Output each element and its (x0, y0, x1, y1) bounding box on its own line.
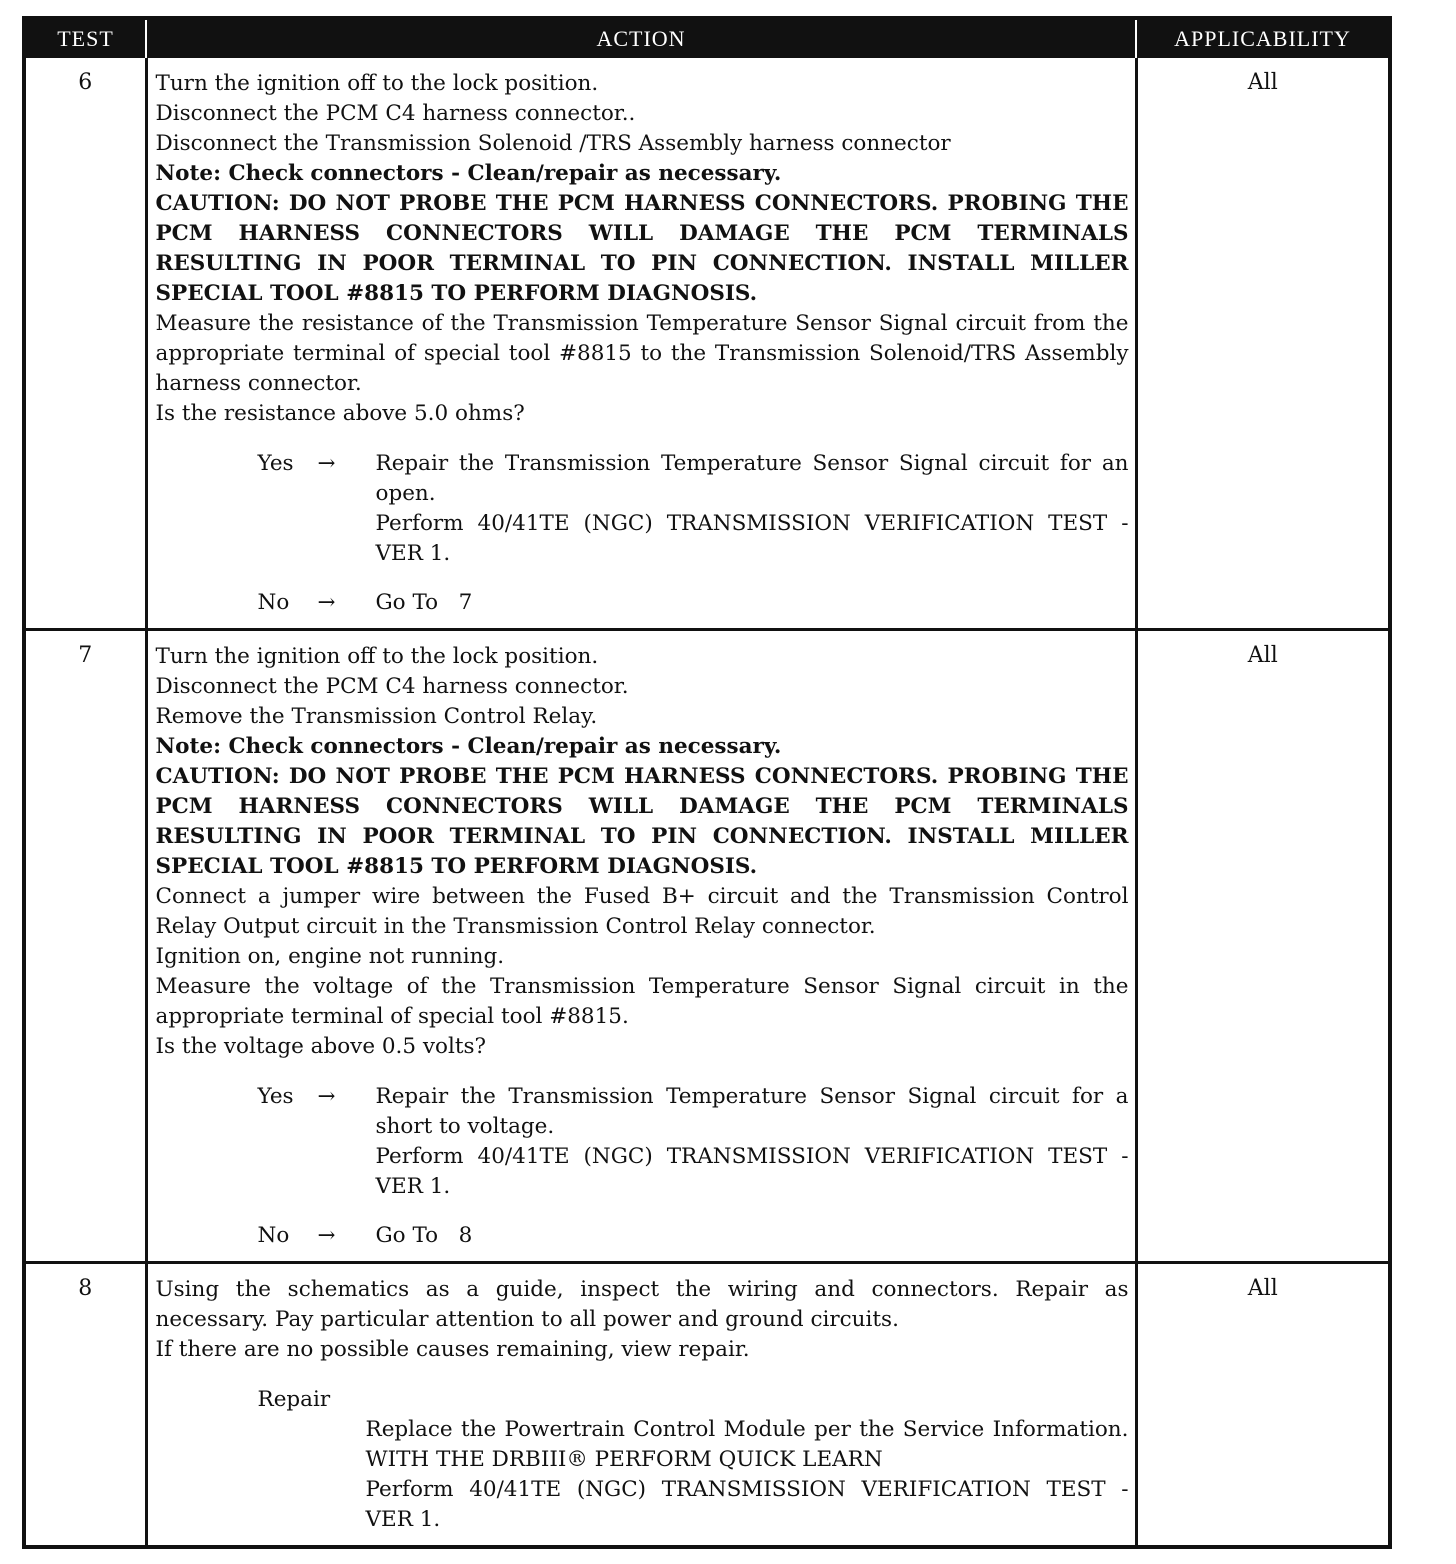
header-test: TEST (26, 20, 146, 58)
test-number: 7 (26, 630, 146, 1263)
header-action: ACTION (146, 20, 1136, 58)
diagnostic-table-page (22, 16, 1392, 1549)
verify-text: Perform 40/41TE (NGC) TRANSMISSION VERIFICATION TEST - VER 1. (365, 1477, 1129, 1532)
action-cell (146, 1263, 1136, 1546)
step-text: Remove the Transmission Control Relay. (155, 704, 598, 729)
yes-verify-text: Perform 40/41TE (NGC) TRANSMISSION VERIFICATION TEST - VER 1. (375, 511, 1129, 566)
outcomes (156, 1082, 1129, 1251)
outcome-yes (156, 449, 1129, 569)
step-text: Disconnect the PCM C4 harness connector.. (155, 101, 636, 126)
table-row (26, 58, 1388, 630)
step-text: Connect a jumper wire between the Fused B+ circuit and the Transmission Control Relay Output circuit in the Transmission Control Relay connector. (155, 884, 1129, 939)
table-row (26, 1263, 1388, 1546)
step-text: Turn the ignition off to the lock position. (155, 71, 599, 96)
repair-label: Repair (257, 1387, 331, 1412)
step-text: Disconnect the Transmission Solenoid /TRS Assembly harness connector (155, 131, 951, 156)
yes-instructions (376, 449, 1129, 569)
applicability-value: All (1136, 630, 1388, 1263)
measure-text: Measure the resistance of the Transmission Temperature Sensor Signal circuit from the appropriate terminal of special tool #8815 to the Transmission Solenoid/TRS Assembly harness connector. (155, 311, 1129, 396)
step-text: Turn the ignition off to the lock position. (155, 644, 599, 669)
arrow-icon: → (317, 1223, 336, 1248)
note-text: Note: Check connectors - Clean/repair as necessary. (155, 734, 782, 759)
inspect-text: Using the schematics as a guide, inspect the wiring and connectors. Repair as necessary. Pay particular attention to all power and ground circuits. (155, 1277, 1129, 1332)
no-instructions (376, 1221, 1129, 1251)
note-text: Note: Check connectors - Clean/repair as necessary. (155, 161, 782, 186)
outcome-no (156, 588, 1129, 618)
arrow-icon: → (317, 1084, 336, 1109)
yes-verify-text: Perform 40/41TE (NGC) TRANSMISSION VERIFICATION TEST - VER 1. (375, 1144, 1129, 1199)
no-instructions (376, 588, 1129, 618)
action-cell (146, 58, 1136, 630)
no-label: No (257, 1223, 290, 1248)
outcomes (156, 449, 1129, 618)
table-header-row (26, 20, 1388, 58)
header-applicability: APPLICABILITY (1136, 20, 1388, 58)
question-text: Is the voltage above 0.5 volts? (155, 1034, 487, 1059)
applicability-value: All (1136, 1263, 1388, 1546)
outcome-yes (156, 1082, 1129, 1202)
caution-text: CAUTION: DO NOT PROBE THE PCM HARNESS CONNECTORS. PROBING THE PCM HARNESS CONNECTORS WILL DAMAGE THE PCM TERMINALS RESULTING IN POOR TERMINAL TO PIN CONNECTION. INSTALL MILLER SPECIAL TOOL #8815 TO PERFORM DIAGNOSIS. (155, 191, 1129, 306)
yes-repair-text: Repair the Transmission Temperature Sensor Signal circuit for a short to voltage. (375, 1084, 1129, 1139)
repair-instructions (366, 1415, 1129, 1535)
repair-text: Replace the Powertrain Control Module per the Service Information. WITH THE DRBIII® PERFORM QUICK LEARN (365, 1417, 1129, 1472)
goto-text: Go To 8 (375, 1223, 473, 1248)
yes-instructions (376, 1082, 1129, 1202)
no-label: No (257, 590, 290, 615)
test-number: 8 (26, 1263, 146, 1546)
test-number: 6 (26, 58, 146, 630)
caution-text: CAUTION: DO NOT PROBE THE PCM HARNESS CONNECTORS. PROBING THE PCM HARNESS CONNECTORS WILL DAMAGE THE PCM TERMINALS RESULTING IN POOR TERMINAL TO PIN CONNECTION. INSTALL MILLER SPECIAL TOOL #8815 TO PERFORM DIAGNOSIS. (155, 764, 1129, 879)
action-cell (146, 630, 1136, 1263)
no-causes-text: If there are no possible causes remaining, view repair. (155, 1337, 750, 1362)
question-text: Is the resistance above 5.0 ohms? (155, 401, 525, 426)
yes-label: Yes (257, 451, 294, 476)
table-row (26, 630, 1388, 1263)
goto-text: Go To 7 (375, 590, 473, 615)
applicability-value: All (1247, 70, 1278, 95)
step-text: Ignition on, engine not running. (155, 944, 505, 969)
step-text: Measure the voltage of the Transmission Temperature Sensor Signal circuit in the appropriate terminal of special tool #8815. (155, 974, 1129, 1029)
diagnostic-test-table (26, 20, 1388, 1545)
repair-block (156, 1385, 1129, 1535)
yes-label: Yes (257, 1084, 294, 1109)
arrow-icon: → (317, 451, 336, 476)
step-text: Disconnect the PCM C4 harness connector. (155, 674, 629, 699)
yes-repair-text: Repair the Transmission Temperature Sensor Signal circuit for an open. (375, 451, 1129, 506)
arrow-icon: → (317, 590, 336, 615)
outcome-no (156, 1221, 1129, 1251)
